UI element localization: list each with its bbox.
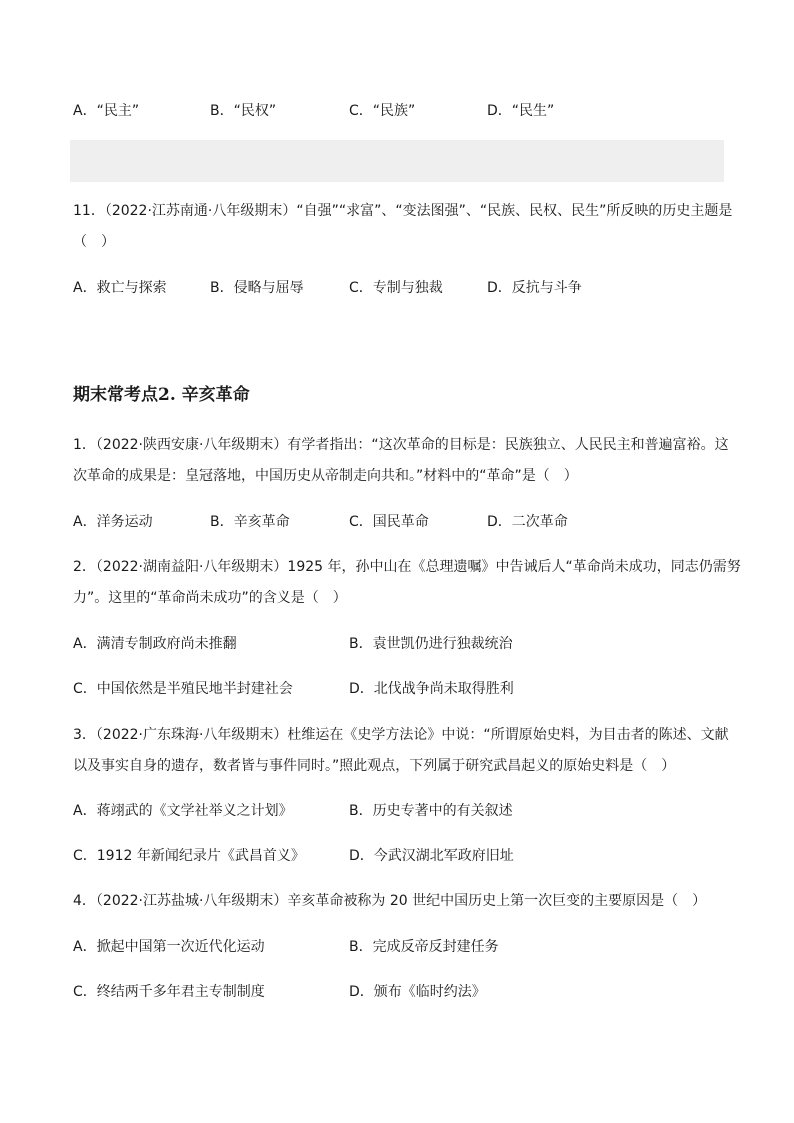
question-2-stem-line2: 力”。这里的“革命尚未成功”的含义是（ ）	[73, 590, 347, 606]
option-c: C．“民族”	[349, 103, 416, 119]
question-1-stem-line1: 1．（2022·陕西安康·八年级期末）有学者指出：“这次革命的目标是：民族独立、人民民主和普遍富裕。这	[73, 437, 729, 453]
option-b: B．“民权”	[210, 103, 277, 119]
q4-option-c: C．终结两千多年君主专制制度	[73, 984, 265, 1000]
q3-option-c: C．1912 年新闻纪录片《武昌首义》	[73, 848, 305, 864]
section-title: 期末常考点2. 辛亥革命	[73, 385, 250, 405]
question-1-stem-line2: 次革命的成果是：皇冠落地，中国历史从帝制走向共和。”材料中的“革命”是（ ）	[73, 468, 578, 484]
q4-option-a: A．掀起中国第一次近代化运动	[73, 939, 265, 955]
q11-option-a: A．救亡与探索	[73, 280, 167, 296]
option-a: A．“民主”	[73, 103, 140, 119]
q2-option-b: B．袁世凯仍进行独裁统治	[349, 636, 513, 652]
question-11-stem: 11．（2022·江苏南通·八年级期末）“自强”“求富”、“变法图强”、“民族、民权、民生”所反映的历史主题是	[73, 203, 733, 219]
question-3-stem-line1: 3．（2022·广东珠海·八年级期末）杜维运在《史学方法论》中说：“所谓原始史料，为目击者的陈述、文献	[73, 727, 729, 743]
q4-option-b: B．完成反帝反封建任务	[349, 939, 499, 955]
answer-placeholder-bar	[70, 140, 724, 182]
q2-option-a: A．满清专制政府尚未推翻	[73, 636, 237, 652]
q1-option-b: B．辛亥革命	[210, 514, 290, 530]
q1-option-d: D．二次革命	[487, 514, 568, 530]
question-11-bracket: （ ）	[73, 234, 115, 250]
q2-option-c: C．中国依然是半殖民地半封建社会	[73, 681, 293, 697]
question-2-stem-line1: 2．（2022·湖南益阳·八年级期末）1925 年，孙中山在《总理遗嘱》中告诫后人“革命尚未成功，同志仍需努	[73, 559, 741, 575]
q3-option-d: D．今武汉湖北军政府旧址	[349, 848, 514, 864]
q11-option-b: B．侵略与屈辱	[210, 280, 304, 296]
q11-option-d: D．反抗与斗争	[487, 280, 582, 296]
question-3-stem-line2: 以及事实自身的遗存，数者皆与事件同时。”照此观点，下列属于研究武昌起义的原始史料是（ ）	[73, 758, 676, 774]
q3-option-a: A．蒋翊武的《文学社举义之计划》	[73, 803, 293, 819]
q1-option-a: A．洋务运动	[73, 514, 153, 530]
q1-option-c: C．国民革命	[349, 514, 429, 530]
question-4-stem: 4．（2022·江苏盐城·八年级期末）辛亥革命被称为 20 世纪中国历史上第一次巨变的主要原因是（ ）	[73, 893, 707, 909]
option-d: D．“民生”	[487, 103, 555, 119]
q4-option-d: D．颁布《临时约法》	[349, 984, 486, 1000]
q2-option-d: D．北伐战争尚未取得胜利	[349, 681, 514, 697]
q11-option-c: C．专制与独裁	[349, 280, 443, 296]
q3-option-b: B．历史专著中的有关叙述	[349, 803, 513, 819]
